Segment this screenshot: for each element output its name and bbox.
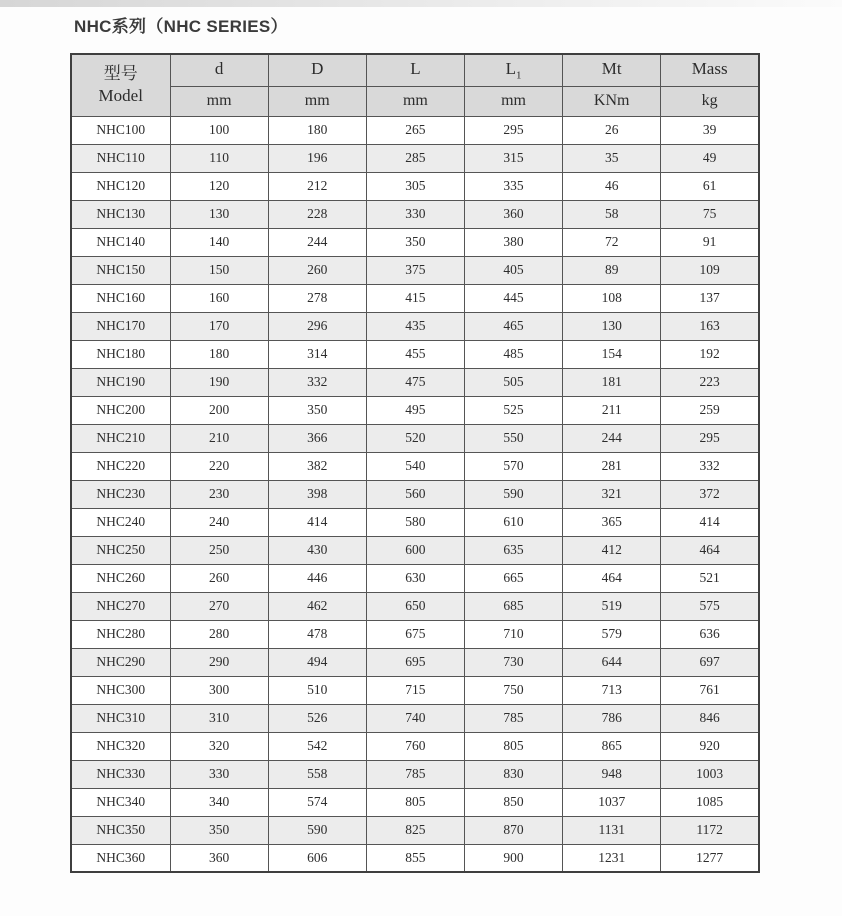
table-row bbox=[71, 116, 759, 144]
model-header-en: Model bbox=[98, 86, 143, 106]
table-row bbox=[71, 732, 759, 760]
value-cell: 61 bbox=[661, 172, 759, 200]
value-cell: 58 bbox=[563, 200, 661, 228]
table-row bbox=[71, 368, 759, 396]
value-cell: 405 bbox=[464, 256, 562, 284]
value-cell: 260 bbox=[268, 256, 366, 284]
value-cell: 665 bbox=[464, 564, 562, 592]
value-cell: 49 bbox=[661, 144, 759, 172]
model-cell: NHC360 bbox=[71, 844, 170, 872]
value-cell: 575 bbox=[661, 592, 759, 620]
value-cell: 100 bbox=[170, 116, 268, 144]
unit-header-D: mm bbox=[268, 86, 366, 116]
value-cell: 785 bbox=[464, 704, 562, 732]
value-cell: 109 bbox=[661, 256, 759, 284]
value-cell: 180 bbox=[170, 340, 268, 368]
table-row bbox=[71, 396, 759, 424]
value-cell: 130 bbox=[563, 312, 661, 340]
value-cell: 948 bbox=[563, 760, 661, 788]
value-cell: 464 bbox=[563, 564, 661, 592]
model-cell: NHC320 bbox=[71, 732, 170, 760]
value-cell: 785 bbox=[366, 760, 464, 788]
value-cell: 110 bbox=[170, 144, 268, 172]
value-cell: 414 bbox=[268, 508, 366, 536]
table-header bbox=[71, 54, 759, 116]
value-cell: 920 bbox=[661, 732, 759, 760]
value-cell: 300 bbox=[170, 676, 268, 704]
value-cell: 570 bbox=[464, 452, 562, 480]
table-row bbox=[71, 284, 759, 312]
column-header-Mass: Mass bbox=[661, 54, 759, 86]
value-cell: 606 bbox=[268, 844, 366, 872]
value-cell: 230 bbox=[170, 480, 268, 508]
value-cell: 695 bbox=[366, 648, 464, 676]
model-cell: NHC270 bbox=[71, 592, 170, 620]
model-cell: NHC180 bbox=[71, 340, 170, 368]
table-row bbox=[71, 228, 759, 256]
value-cell: 244 bbox=[563, 424, 661, 452]
value-cell: 335 bbox=[464, 172, 562, 200]
table-row bbox=[71, 564, 759, 592]
model-cell: NHC200 bbox=[71, 396, 170, 424]
unit-header-d: mm bbox=[170, 86, 268, 116]
value-cell: 740 bbox=[366, 704, 464, 732]
value-cell: 280 bbox=[170, 620, 268, 648]
value-cell: 540 bbox=[366, 452, 464, 480]
value-cell: 505 bbox=[464, 368, 562, 396]
value-cell: 278 bbox=[268, 284, 366, 312]
value-cell: 220 bbox=[170, 452, 268, 480]
value-cell: 332 bbox=[661, 452, 759, 480]
value-cell: 330 bbox=[366, 200, 464, 228]
value-cell: 180 bbox=[268, 116, 366, 144]
model-cell: NHC190 bbox=[71, 368, 170, 396]
value-cell: 250 bbox=[170, 536, 268, 564]
value-cell: 850 bbox=[464, 788, 562, 816]
value-cell: 108 bbox=[563, 284, 661, 312]
table-row bbox=[71, 592, 759, 620]
value-cell: 281 bbox=[563, 452, 661, 480]
value-cell: 380 bbox=[464, 228, 562, 256]
value-cell: 72 bbox=[563, 228, 661, 256]
value-cell: 1277 bbox=[661, 844, 759, 872]
value-cell: 412 bbox=[563, 536, 661, 564]
model-cell: NHC160 bbox=[71, 284, 170, 312]
value-cell: 786 bbox=[563, 704, 661, 732]
value-cell: 295 bbox=[464, 116, 562, 144]
model-cell: NHC220 bbox=[71, 452, 170, 480]
table-row bbox=[71, 172, 759, 200]
value-cell: 212 bbox=[268, 172, 366, 200]
value-cell: 855 bbox=[366, 844, 464, 872]
value-cell: 520 bbox=[366, 424, 464, 452]
header-row-labels bbox=[71, 54, 759, 86]
value-cell: 154 bbox=[563, 340, 661, 368]
value-cell: 196 bbox=[268, 144, 366, 172]
value-cell: 290 bbox=[170, 648, 268, 676]
value-cell: 91 bbox=[661, 228, 759, 256]
column-header-D: D bbox=[268, 54, 366, 86]
value-cell: 1172 bbox=[661, 816, 759, 844]
table-row bbox=[71, 844, 759, 872]
value-cell: 382 bbox=[268, 452, 366, 480]
value-cell: 715 bbox=[366, 676, 464, 704]
table-row bbox=[71, 200, 759, 228]
value-cell: 900 bbox=[464, 844, 562, 872]
value-cell: 375 bbox=[366, 256, 464, 284]
value-cell: 475 bbox=[366, 368, 464, 396]
table-body bbox=[71, 116, 759, 872]
value-cell: 610 bbox=[464, 508, 562, 536]
value-cell: 636 bbox=[661, 620, 759, 648]
table-row bbox=[71, 648, 759, 676]
value-cell: 846 bbox=[661, 704, 759, 732]
value-cell: 519 bbox=[563, 592, 661, 620]
value-cell: 270 bbox=[170, 592, 268, 620]
value-cell: 713 bbox=[563, 676, 661, 704]
unit-header-L: mm bbox=[366, 86, 464, 116]
value-cell: 190 bbox=[170, 368, 268, 396]
table-row bbox=[71, 676, 759, 704]
table-row bbox=[71, 256, 759, 284]
value-cell: 825 bbox=[366, 816, 464, 844]
value-cell: 200 bbox=[170, 396, 268, 424]
value-cell: 366 bbox=[268, 424, 366, 452]
value-cell: 630 bbox=[366, 564, 464, 592]
value-cell: 805 bbox=[366, 788, 464, 816]
value-cell: 542 bbox=[268, 732, 366, 760]
value-cell: 192 bbox=[661, 340, 759, 368]
value-cell: 414 bbox=[661, 508, 759, 536]
value-cell: 590 bbox=[268, 816, 366, 844]
value-cell: 558 bbox=[268, 760, 366, 788]
value-cell: 521 bbox=[661, 564, 759, 592]
value-cell: 163 bbox=[661, 312, 759, 340]
value-cell: 1003 bbox=[661, 760, 759, 788]
value-cell: 240 bbox=[170, 508, 268, 536]
value-cell: 525 bbox=[464, 396, 562, 424]
model-column-header bbox=[71, 54, 170, 116]
value-cell: 350 bbox=[366, 228, 464, 256]
value-cell: 560 bbox=[366, 480, 464, 508]
model-cell: NHC150 bbox=[71, 256, 170, 284]
model-cell: NHC340 bbox=[71, 788, 170, 816]
model-cell: NHC240 bbox=[71, 508, 170, 536]
value-cell: 495 bbox=[366, 396, 464, 424]
value-cell: 465 bbox=[464, 312, 562, 340]
table-row bbox=[71, 312, 759, 340]
value-cell: 244 bbox=[268, 228, 366, 256]
value-cell: 332 bbox=[268, 368, 366, 396]
table-row bbox=[71, 144, 759, 172]
value-cell: 1037 bbox=[563, 788, 661, 816]
table-row bbox=[71, 424, 759, 452]
value-cell: 574 bbox=[268, 788, 366, 816]
value-cell: 211 bbox=[563, 396, 661, 424]
value-cell: 675 bbox=[366, 620, 464, 648]
value-cell: 760 bbox=[366, 732, 464, 760]
value-cell: 26 bbox=[563, 116, 661, 144]
value-cell: 39 bbox=[661, 116, 759, 144]
header-row-units bbox=[71, 86, 759, 116]
value-cell: 750 bbox=[464, 676, 562, 704]
table-row bbox=[71, 340, 759, 368]
model-cell: NHC350 bbox=[71, 816, 170, 844]
value-cell: 805 bbox=[464, 732, 562, 760]
value-cell: 321 bbox=[563, 480, 661, 508]
value-cell: 398 bbox=[268, 480, 366, 508]
value-cell: 526 bbox=[268, 704, 366, 732]
unit-header-Mass: kg bbox=[661, 86, 759, 116]
model-cell: NHC280 bbox=[71, 620, 170, 648]
value-cell: 295 bbox=[661, 424, 759, 452]
model-cell: NHC330 bbox=[71, 760, 170, 788]
value-cell: 160 bbox=[170, 284, 268, 312]
value-cell: 372 bbox=[661, 480, 759, 508]
value-cell: 761 bbox=[661, 676, 759, 704]
value-cell: 350 bbox=[268, 396, 366, 424]
column-header-Mt: Mt bbox=[563, 54, 661, 86]
value-cell: 314 bbox=[268, 340, 366, 368]
model-cell: NHC250 bbox=[71, 536, 170, 564]
value-cell: 181 bbox=[563, 368, 661, 396]
table-row bbox=[71, 760, 759, 788]
value-cell: 710 bbox=[464, 620, 562, 648]
column-header-d: d bbox=[170, 54, 268, 86]
table-row bbox=[71, 452, 759, 480]
value-cell: 150 bbox=[170, 256, 268, 284]
model-cell: NHC170 bbox=[71, 312, 170, 340]
model-cell: NHC210 bbox=[71, 424, 170, 452]
value-cell: 464 bbox=[661, 536, 759, 564]
value-cell: 579 bbox=[563, 620, 661, 648]
value-cell: 445 bbox=[464, 284, 562, 312]
value-cell: 600 bbox=[366, 536, 464, 564]
value-cell: 46 bbox=[563, 172, 661, 200]
nhc-series-table bbox=[70, 53, 760, 873]
model-cell: NHC110 bbox=[71, 144, 170, 172]
value-cell: 865 bbox=[563, 732, 661, 760]
value-cell: 210 bbox=[170, 424, 268, 452]
value-cell: 340 bbox=[170, 788, 268, 816]
model-cell: NHC120 bbox=[71, 172, 170, 200]
value-cell: 365 bbox=[563, 508, 661, 536]
table-row bbox=[71, 536, 759, 564]
value-cell: 870 bbox=[464, 816, 562, 844]
value-cell: 223 bbox=[661, 368, 759, 396]
value-cell: 455 bbox=[366, 340, 464, 368]
value-cell: 170 bbox=[170, 312, 268, 340]
value-cell: 296 bbox=[268, 312, 366, 340]
model-cell: NHC100 bbox=[71, 116, 170, 144]
value-cell: 120 bbox=[170, 172, 268, 200]
value-cell: 550 bbox=[464, 424, 562, 452]
value-cell: 305 bbox=[366, 172, 464, 200]
value-cell: 75 bbox=[661, 200, 759, 228]
table-row bbox=[71, 620, 759, 648]
table-row bbox=[71, 508, 759, 536]
value-cell: 462 bbox=[268, 592, 366, 620]
value-cell: 330 bbox=[170, 760, 268, 788]
model-cell: NHC300 bbox=[71, 676, 170, 704]
value-cell: 265 bbox=[366, 116, 464, 144]
value-cell: 1231 bbox=[563, 844, 661, 872]
value-cell: 590 bbox=[464, 480, 562, 508]
unit-header-L1: mm bbox=[464, 86, 562, 116]
value-cell: 310 bbox=[170, 704, 268, 732]
value-cell: 485 bbox=[464, 340, 562, 368]
top-edge-shading bbox=[0, 0, 842, 7]
value-cell: 697 bbox=[661, 648, 759, 676]
value-cell: 137 bbox=[661, 284, 759, 312]
model-cell: NHC310 bbox=[71, 704, 170, 732]
value-cell: 260 bbox=[170, 564, 268, 592]
value-cell: 478 bbox=[268, 620, 366, 648]
model-header-cn: 型号 bbox=[103, 64, 138, 84]
table-row bbox=[71, 480, 759, 508]
table-row bbox=[71, 704, 759, 732]
column-header-L1: $L_1$ bbox=[464, 54, 562, 86]
value-cell: 35 bbox=[563, 144, 661, 172]
value-cell: 435 bbox=[366, 312, 464, 340]
value-cell: 259 bbox=[661, 396, 759, 424]
value-cell: 415 bbox=[366, 284, 464, 312]
value-cell: 89 bbox=[563, 256, 661, 284]
model-cell: NHC130 bbox=[71, 200, 170, 228]
value-cell: 430 bbox=[268, 536, 366, 564]
table-row bbox=[71, 788, 759, 816]
value-cell: 510 bbox=[268, 676, 366, 704]
value-cell: 1085 bbox=[661, 788, 759, 816]
value-cell: 360 bbox=[464, 200, 562, 228]
value-cell: 644 bbox=[563, 648, 661, 676]
value-cell: 350 bbox=[170, 816, 268, 844]
value-cell: 494 bbox=[268, 648, 366, 676]
value-cell: 140 bbox=[170, 228, 268, 256]
page-title: NHC系列（NHC SERIES） bbox=[74, 17, 288, 36]
value-cell: 360 bbox=[170, 844, 268, 872]
value-cell: 320 bbox=[170, 732, 268, 760]
value-cell: 1131 bbox=[563, 816, 661, 844]
value-cell: 635 bbox=[464, 536, 562, 564]
value-cell: 130 bbox=[170, 200, 268, 228]
value-cell: 228 bbox=[268, 200, 366, 228]
value-cell: 685 bbox=[464, 592, 562, 620]
column-header-L: L bbox=[366, 54, 464, 86]
value-cell: 446 bbox=[268, 564, 366, 592]
model-cell: NHC260 bbox=[71, 564, 170, 592]
value-cell: 315 bbox=[464, 144, 562, 172]
table-row bbox=[71, 816, 759, 844]
unit-header-Mt: KNm bbox=[563, 86, 661, 116]
value-cell: 580 bbox=[366, 508, 464, 536]
model-cell: NHC230 bbox=[71, 480, 170, 508]
value-cell: 285 bbox=[366, 144, 464, 172]
model-cell: NHC140 bbox=[71, 228, 170, 256]
value-cell: 730 bbox=[464, 648, 562, 676]
model-cell: NHC290 bbox=[71, 648, 170, 676]
value-cell: 650 bbox=[366, 592, 464, 620]
value-cell: 830 bbox=[464, 760, 562, 788]
